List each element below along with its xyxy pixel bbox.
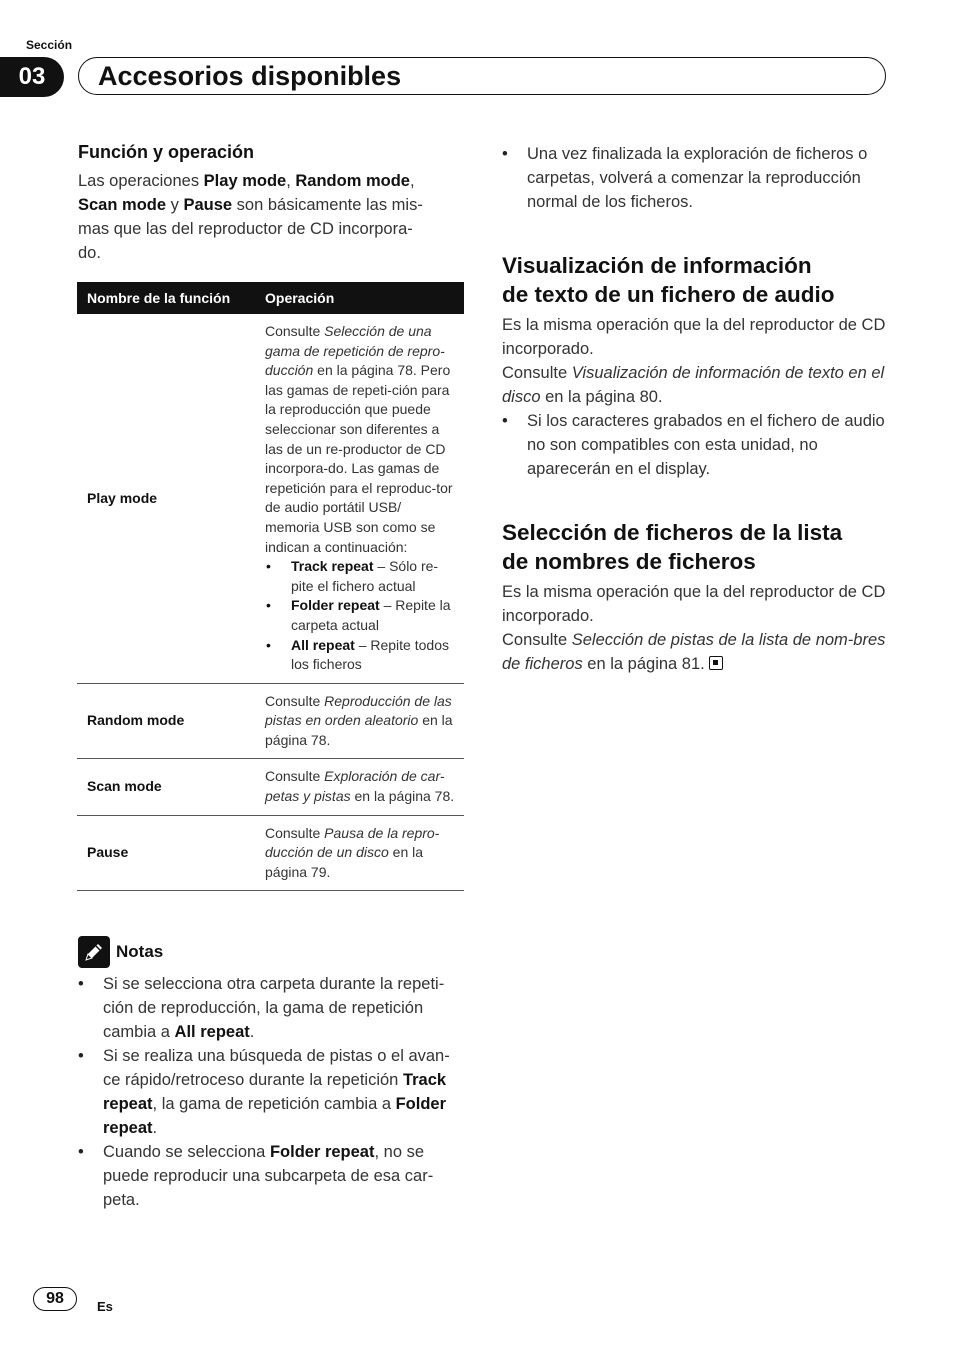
list-item: • Si se realiza una búsqueda de pistas o el avan-ce rápido/retroceso durante la repetición Track repeat, la gama de repetición cambia a Folder repeat. [78,1044,465,1140]
paragraph: Es la misma operación que la del reproductor de CD incorporado. [502,316,886,358]
column-header-operation: Operación [265,282,464,314]
pencil-icon [78,936,110,968]
table-row [77,815,464,891]
list-item: • Track repeat – Sólo re-pite el fichero actual [265,557,458,596]
language-code: Es [97,1299,113,1314]
notes-title: Notas [116,942,164,961]
function-name: Play mode [77,314,265,683]
notes-header [78,936,163,968]
list-item: • Si se selecciona otra carpeta durante la repeti-ción de reproducción, la gama de repetición cambia a All repeat. [78,972,465,1044]
compat-bullet-list [502,409,890,481]
function-table [77,282,464,891]
section-heading-text-info: Visualización de información de texto de un fichero de audio [502,253,835,307]
left-column [78,142,465,265]
function-name: Scan mode [77,759,265,815]
page-reference: Selección de pistas de la lista de nom-bres de ficheros [502,631,886,673]
right-column [502,142,890,676]
page-reference: Visualización de información de texto en el disco [502,364,885,406]
operation-cell: Consulte Pausa de la repro-ducción de un disco en la página 79. [265,815,464,891]
table-row [77,759,464,815]
list-item: • Folder repeat – Repite la carpeta actual [265,596,458,635]
function-name: Random mode [77,683,265,759]
page-reference: Pausa de la repro-ducción de un disco [265,824,440,861]
function-name: Pause [77,815,265,891]
function-heading: Función y operación [78,142,255,162]
section-label: Sección [26,38,73,52]
paragraph: Consulte Selección de pistas de la lista de nom-bres de ficheros en la página 81. [502,631,886,673]
end-of-section-icon [709,656,723,670]
notes-list [78,972,465,1212]
list-item: • All repeat – Repite todos los ficheros [265,636,458,675]
column-header-function: Nombre de la función [77,282,265,314]
repeat-range-list [265,557,458,675]
paragraph: Consulte Visualización de información de texto en el disco en la página 80. [502,364,885,406]
operation-cell: Consulte Exploración de car-petas y pistas en la página 78. [265,759,464,815]
intro-paragraph: Las operaciones Play mode, Random mode, Scan mode y Pause son básicamente las mis- mas que las del reproductor de CD incorpora- do. [78,172,423,262]
list-item: • Una vez finalizada la exploración de ficheros o carpetas, volverá a comenzar la reproducción normal de los ficheros. [502,142,890,214]
page-reference: Reproducción de las pistas en orden aleatorio [265,692,452,729]
section-heading-file-list: Selección de ficheros de la lista de nombres de ficheros [502,520,843,574]
page-reference: Exploración de car-petas y pistas [265,768,445,805]
list-item: • Cuando se selecciona Folder repeat, no se puede reproducir una subcarpeta de esa car-peta. [78,1140,465,1212]
list-item: • Si los caracteres grabados en el fichero de audio no son compatibles con esta unidad, no aparecerán en el display. [502,409,890,481]
page-number: 98 [33,1287,77,1311]
page-title: Accesorios disponibles [98,61,402,91]
paragraph: Es la misma operación que la del reproductor de CD incorporado. [502,583,886,625]
operation-cell: Consulte Reproducción de las pistas en orden aleatorio en la página 78. [265,683,464,759]
top-bullet-list [502,142,890,214]
operation-cell: Consulte Selección de una gama de repetición de repro-ducción en la página 78. Pero las gamas de repeti-ción para la reproducción que puede seleccionar son diferentes a las de un re-productor de CD incorpora-do. Las gamas de repetición para el reproduc-tor de audio portátil USB/ memoria USB son como se indican a continuación: • Track repeat – Sólo re-pite el fichero actual • Folder repeat – Repite la carpeta actual • All repeat – Repite todos los ficheros [265,314,464,683]
table-row [77,683,464,759]
page-reference: Selección de una gama de repetición de repro-ducción [265,323,445,379]
table-header-row [77,282,464,314]
section-number-badge: 03 [0,57,64,97]
table-row [77,314,464,683]
